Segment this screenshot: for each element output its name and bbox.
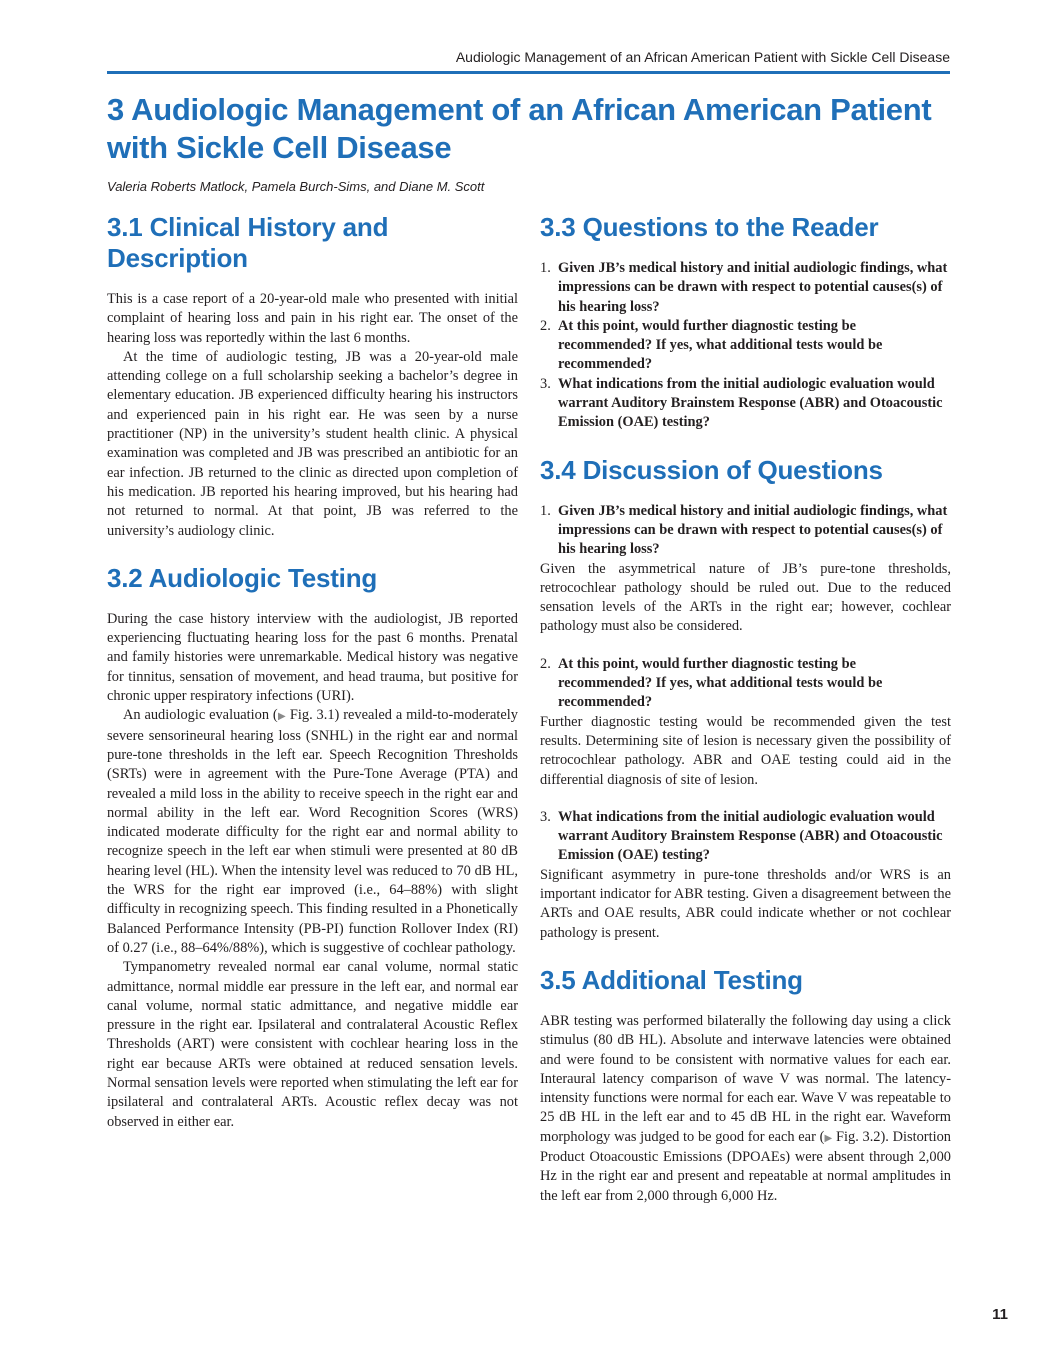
chapter-authors: Valeria Roberts Matlock, Pamela Burch-Sims, and Diane M. Scott xyxy=(107,179,485,194)
discussion-question-1 xyxy=(540,502,951,560)
section-3-2-heading: 3.2 Audiologic Testing xyxy=(107,562,378,593)
section-3-5-paragraph-1 xyxy=(540,1012,951,1206)
list-item-number: 2. xyxy=(540,317,551,334)
section-3-3-heading: 3.3 Questions to the Reader xyxy=(540,212,879,242)
section-3-1 xyxy=(107,212,518,541)
figure-pointer-icon: ▶ xyxy=(824,1132,833,1144)
question-number: 1. xyxy=(540,502,551,519)
section-3-5 xyxy=(540,965,951,1206)
section-3-2-paragraph-1: During the case history interview with the audiologist, JB reported experiencing fluctuating hearing loss for the past 6 months. Prenatal and family histories were unremarkable. Medical history was negative for tinnitus, sensation of movement, and head trauma, but positive for chronic upper respiratory infections (URI). xyxy=(107,610,518,705)
discussion-answer-3: Significant asymmetry in pure-tone thresholds and/or WRS is an important indicator for ABR testing. Given a disagreement between the ARTs and OAE results, ABR could indicate whether or not cochlear pathology is present. xyxy=(540,866,951,941)
section-3-1-heading: 3.1 Clinical History and Description xyxy=(107,212,389,273)
figure-pointer-icon: ▶ xyxy=(277,711,286,723)
list-item-number: 3. xyxy=(540,375,551,392)
figure-reference-3-1[interactable]: Fig. 3.1 xyxy=(285,707,335,724)
discussion-answer-2: Further diagnostic testing would be recommended given the test results. Determining site of lesion is necessary given the possibility of retrocochlear pathology. ABR and OAE testing could aid in the differential diagnosis of site of lesion. xyxy=(540,713,951,788)
paragraph-text: An audiologic evaluation ( xyxy=(123,707,278,724)
paragraph-text: ) revealed a mild-to-moderately severe sensorineural hearing loss (SNHL) in the right ear and normal pure-tone thresholds in the left ear. Speech Recognition Thresholds (SRTs) were in agreement with the Pure-Tone Average (PTA) and revealed a mild loss in the ability to receive speech in the right ear and normal ability in the left ear. Word Recognition Scores (WRS) indicated moderate difficulty for the right ear and normal ability to recognize speech in the left ear when stimuli were presented at 80 dB hearing level (HL). When the intensity level was reduced to 70 dB HL, the WRS for the right ear improved (i.e., 64–88%) with slight difficulty in recognizing speech. This finding resulted in a Phonetically Balanced Performance Intensity (PB-PI) function Rollover Index (RI) of 0.27 (i.e., 88–64%/88%), which is suggestive of cochlear pathology. xyxy=(107,707,518,956)
list-item-text: What indications from the initial audiologic evaluation would warrant Auditory Brainstem Response (ABR) and Otoacoustic Emission (OAE) testing? xyxy=(558,375,943,431)
section-3-5-heading: 3.5 Additional Testing xyxy=(540,964,803,995)
page-number: 11 xyxy=(992,1306,1008,1323)
section-3-1-paragraph-1: This is a case report of a 20-year-old male who presented with initial complaint of hearing loss and pain in his right ear. The onset of the hearing loss was reportedly within the last 6 months. xyxy=(107,291,518,346)
section-3-2-paragraph-3: Tympanometry revealed normal ear canal volume, normal static admittance, normal middle ear pressure in the left ear, and normal ear canal volume, normal static admittance, and negative middle ear pressure in the right ear. Ipsilateral and contralateral Acoustic Reflex Thresholds (ART) were consistent with cochlear hearing loss in the right ear because ARTs were obtained at reduced sensation levels. Normal sensation levels were reported when stimulating the left ear for ipsilateral and contralateral ARTs. Acoustic reflex decay was not observed in either ear. xyxy=(107,959,518,1130)
question-text: What indications from the initial audiologic evaluation would warrant Auditory Brainstem Response (ABR) and Otoacoustic Emission (OAE) testing? xyxy=(558,808,943,864)
section-3-4-heading: 3.4 Discussion of Questions xyxy=(540,454,883,485)
paragraph-text: ). Distortion Product Otoacoustic Emissions (DPOAEs) were absent through 2,000 Hz in the right ear and present and repeatable at normal amplitudes in the left ear from 2,000 through 6,000 Hz. xyxy=(540,1128,951,1204)
list-item-number: 1. xyxy=(540,260,551,276)
question-text: Given JB’s medical history and initial audiologic findings, what impressions can be drawn with respect to potential causes(s) of his hearing loss? xyxy=(558,502,948,558)
discussion-question-3 xyxy=(540,808,951,866)
running-head: Audiologic Management of an African American Patient with Sickle Cell Disease xyxy=(455,49,950,65)
section-3-3 xyxy=(540,212,951,433)
discussion-question-2 xyxy=(540,655,951,713)
section-gap xyxy=(540,943,951,965)
section-3-2-paragraph-2 xyxy=(107,706,518,958)
right-column xyxy=(540,212,951,1206)
list-item xyxy=(540,259,951,317)
list-item xyxy=(540,317,951,375)
question-gap xyxy=(540,790,951,808)
paragraph-text: ABR testing was performed bilaterally the following day using a click stimulus (80 dB HL). Absolute and interwave latencies were obtained and were found to be consistent with normative values for each ear. Interaural latency comparison of wave V was normal. The latency-intensity functions were normal for each ear. Wave V was repeatable to 25 dB HL in the left ear and to 45 dB HL in the right ear. Waveform morphology was judged to be good for each ear ( xyxy=(540,1012,951,1145)
header-rule xyxy=(107,71,950,74)
list-item-text: Given JB’s medical history and initial audiologic findings, what impressions can be drawn with respect to potential causes(s) of his hearing loss? xyxy=(558,260,948,315)
left-column xyxy=(107,212,518,1132)
figure-reference-3-2[interactable]: Fig. 3.2 xyxy=(832,1128,881,1145)
question-text: At this point, would further diagnostic testing be recommended? If yes, what additional tests would be recommended? xyxy=(558,655,883,711)
chapter-title: 3 Audiologic Management of an African American Patient with Sickle Cell Disease xyxy=(107,92,932,165)
section-3-2 xyxy=(107,563,518,1132)
reader-questions-list xyxy=(540,259,951,433)
question-number: 3. xyxy=(540,808,551,825)
discussion-answer-1: Given the asymmetrical nature of JB’s pure-tone thresholds, retrocochlear pathology should be ruled out. Due to the reduced sensation levels of the ARTs in the right ear; however, cochlear pathology must also be considered. xyxy=(540,560,951,635)
question-number: 2. xyxy=(540,655,551,672)
section-gap xyxy=(107,541,518,563)
section-gap xyxy=(540,433,951,455)
list-item xyxy=(540,375,951,433)
list-item-text: At this point, would further diagnostic testing be recommended? If yes, what additional tests would be recommended? xyxy=(558,317,883,373)
question-gap xyxy=(540,637,951,655)
section-3-1-paragraph-2: At the time of audiologic testing, JB was a 20-year-old male attending college on a full scholarship seeking a bachelor’s degree in elementary education. JB experienced difficulty hearing his instructors and experienced pain in his right ear. He was seen by a nurse practitioner (NP) in the university’s student health clinic. A physical examination was completed and JB was prescribed an antibiotic for an ear infection. JB returned to the clinic as directed upon completion of his medication. JB reported his hearing improved, but his hearing had not returned to normal. At that point, JB was referred to the university’s audiology clinic. xyxy=(107,348,518,539)
section-3-4 xyxy=(540,455,951,943)
